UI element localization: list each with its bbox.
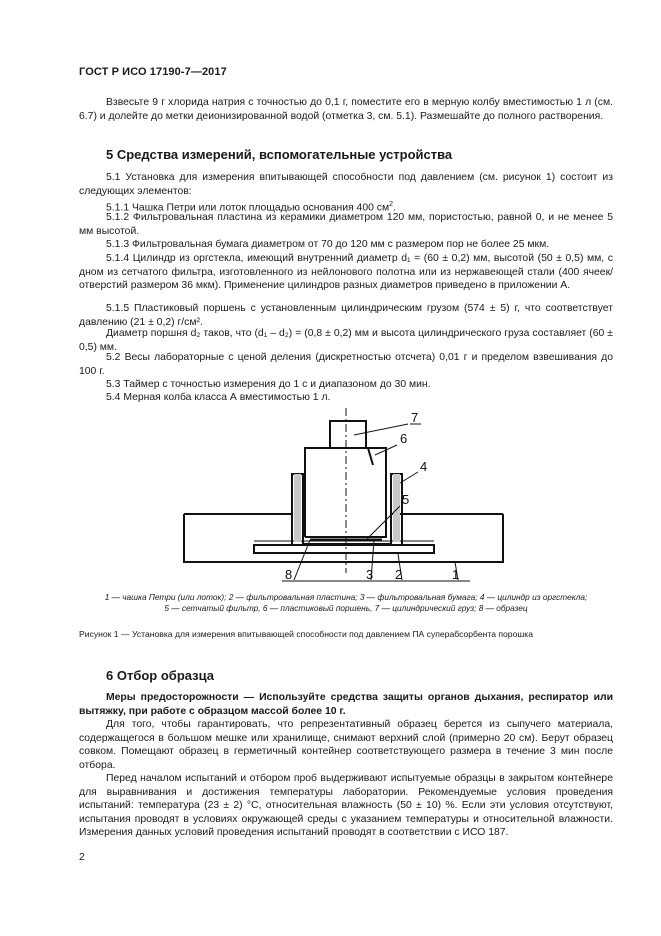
callout-4: 4 <box>420 459 428 474</box>
section-6-paragraph-1: Для того, чтобы гарантировать, что репрезентативный образец берется из сыпучего материала, содержащегося в большом мешке или хранилище, снимают верхний слой (примерно 20 см). Берут образец совком. Помещают образец в герметичный контейнер соответствующего размера в течение 3 мин после отбора. <box>79 719 613 771</box>
figure-caption: Рисунок 1 — Установка для измерения впитывающей способности под давлением ПА суперабсорбента порошка <box>79 629 533 639</box>
paragraph-5-1-5: 5.1.5 Пластиковый поршень с установленным цилиндрическим грузом (574 ± 5) г, что соответствует давлению (21 ± 0,2) г/см². <box>79 303 613 328</box>
callout-2: 2 <box>395 567 403 582</box>
page-number: 2 <box>79 852 85 863</box>
figure-legend-line-2: 5 — сетчатый фильтр, 6 — пластиковый поршень, 7 — цилиндрический груз; 8 — образец <box>164 603 528 613</box>
intro-paragraph: Взвесьте 9 г хлорида натрия с точностью до 0,1 г, поместите его в мерную колбу вместимостью 1 л (см. 6.7) и долейте до метки деионизированной водой (отметка 3, см. 5.1). Размешайте до полного растворения. <box>79 97 613 122</box>
section-6-paragraph-2: Перед началом испытаний и отбором проб выдерживают испытуемые образцы в закрытом контейнере для выравнивания и достижения температуры лаборатории. Рекомендуемые условия проведения испытаний: температура (23 ± 2) °С, относительная влажность (50 ± 10) %. Если эти условия отсутствуют, испытания проводят в условиях окружающей среды с указанием температуры и относительной влажности. Измерения данных условий проведения испытаний проводят в соответствии с ИСО 187. <box>79 773 613 839</box>
safety-warning: Меры предосторожности — Используйте средства защиты органов дыхания, респиратор или вытяжку, при работе с образцом массой более 10 г. <box>79 692 613 717</box>
paragraph-5-2: 5.2 Весы лабораторные с ценой деления (дискретностью отсчета) 0,01 г и пределом взвешивания до 100 г. <box>79 352 613 377</box>
piston-notch <box>368 448 373 465</box>
paragraph-5-1: 5.1 Установка для измерения впитывающей способности под давлением (см. рисунок 1) состоит из следующих элементов: <box>79 172 613 197</box>
cylindrical-weight <box>330 421 366 448</box>
paragraph-5-1-2: 5.1.2 Фильтровальная пластина из керамики диаметром 120 мм, пористостью, равной 0, и не менее 5 мм высотой. <box>79 212 613 237</box>
paragraph-5-1-4: 5.1.4 Цилиндр из оргстекла, имеющий внутренний диаметр d₁ = (60 ± 0,2) мм, высотой (50 ± 0,5) мм, с дном из сетчатого фильтра, изготовленного из нейлонового полотна или из нержавеющей стали (400 ячеек/отверстий размером 36 мкм). Применение цилиндров разных диаметров приведено в приложении А. <box>79 253 613 292</box>
period: . <box>393 202 396 214</box>
section-5-title: 5 Средства измерений, вспомогательные устройства <box>106 147 453 162</box>
paragraph-5-4: 5.4 Мерная колба класса А вместимостью 1 л. <box>106 392 331 403</box>
callout-1: 1 <box>452 567 460 582</box>
paragraph-5-1-1-text: 5.1.1 Чашка Петри или лоток площадью основания 400 см <box>106 202 390 214</box>
cylinder-wall-left <box>294 474 301 542</box>
callout-3: 3 <box>366 567 374 582</box>
paragraph-5-3: 5.3 Таймер с точностью измерения до 1 с и диапазоном до 30 мин. <box>106 379 431 390</box>
paragraph-5-1-3: 5.1.3 Фильтровальная бумага диаметром от 70 до 120 мм с размером пор не более 25 мкм. <box>106 239 550 250</box>
section-6-title: 6 Отбор образца <box>106 668 214 683</box>
paragraph-5-1-5-b: Диаметр поршня d₂ таков, что (d₁ – d₂) = (0,8 ± 0,2) мм и высота цилиндрического груза составляет (60 ± 0,5) мм. <box>79 328 613 353</box>
cylinder-wall-right <box>393 474 400 542</box>
filter-plate <box>254 545 434 553</box>
callout-6: 6 <box>400 431 408 446</box>
callout-5: 5 <box>402 492 410 507</box>
callout-labels <box>282 410 470 582</box>
figure-1-drawing <box>170 408 530 588</box>
callout-8: 8 <box>285 567 293 582</box>
callout-7: 7 <box>411 410 419 425</box>
figure-legend-line-1: 1 — чашка Петри (или лоток); 2 — фильтровальная пластина; 3 — фильтровальная бумага; 4 — цилиндр из оргстекла; <box>104 592 588 602</box>
document-header: ГОСТ Р ИСО 17190-7—2017 <box>79 66 227 78</box>
superscript: 2 <box>389 201 394 208</box>
apparatus-lines <box>184 408 503 573</box>
